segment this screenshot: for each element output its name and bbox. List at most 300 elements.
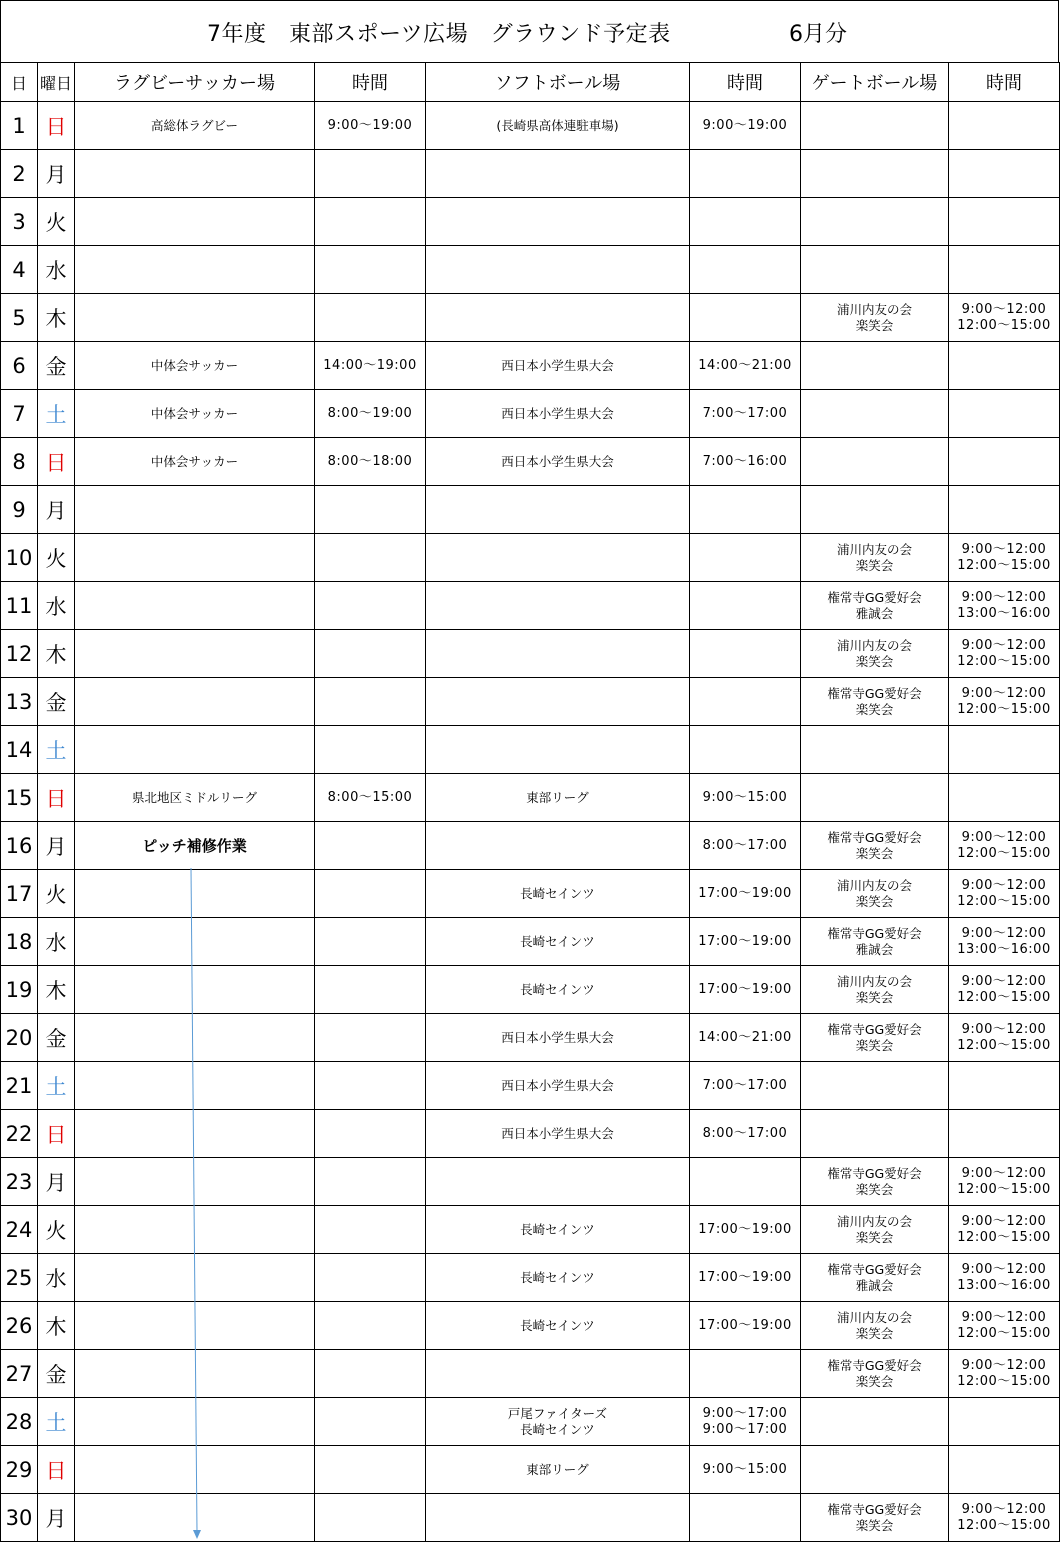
gateball-time-line: 9:00～12:00	[961, 1213, 1047, 1229]
gateball-time-line: 12:00～15:00	[957, 317, 1051, 333]
gateball-event-line: 雅誠会	[855, 941, 894, 957]
gateball-time	[949, 1398, 1060, 1446]
rugby-time	[315, 1158, 426, 1206]
rugby-event	[75, 870, 315, 918]
softball-event	[426, 918, 690, 966]
gateball-event	[801, 1302, 949, 1350]
rugby-event	[75, 294, 315, 342]
softball-time-line: 14:00～21:00	[698, 357, 792, 373]
rugby-event	[75, 1254, 315, 1302]
gateball-time-line: 12:00～15:00	[957, 701, 1051, 717]
gateball-time	[949, 726, 1060, 774]
weekday: 月	[38, 150, 75, 198]
rugby-time	[315, 294, 426, 342]
softball-event	[426, 1062, 690, 1110]
gateball-time	[949, 918, 1060, 966]
table-row	[1, 102, 1060, 150]
rugby-event	[75, 1158, 315, 1206]
softball-time	[690, 1158, 801, 1206]
softball-event	[426, 390, 690, 438]
softball-time-line: 9:00～15:00	[702, 1461, 788, 1477]
rugby-time	[315, 582, 426, 630]
softball-event	[426, 1494, 690, 1542]
day-number: 17	[1, 870, 38, 918]
gateball-event	[801, 630, 949, 678]
gateball-event	[801, 534, 949, 582]
gateball-event	[801, 870, 949, 918]
table-row	[1, 1446, 1060, 1494]
day-number: 8	[1, 438, 38, 486]
softball-time	[690, 1494, 801, 1542]
rugby-time	[315, 1206, 426, 1254]
softball-event-line: 長崎セインツ	[520, 1269, 595, 1285]
gateball-event-line: 楽笑会	[855, 557, 894, 573]
gateball-time-line: 9:00～12:00	[961, 1357, 1047, 1373]
day-number: 10	[1, 534, 38, 582]
gateball-event-line: 権常寺GG愛好会	[827, 1357, 922, 1373]
rugby-event	[75, 678, 315, 726]
softball-event	[426, 342, 690, 390]
weekday: 火	[38, 534, 75, 582]
rugby-time: 14:00～19:00	[315, 342, 426, 390]
gateball-event	[801, 198, 949, 246]
softball-event	[426, 1302, 690, 1350]
softball-event	[426, 198, 690, 246]
gateball-time-line: 9:00～12:00	[961, 925, 1047, 941]
rugby-time	[315, 918, 426, 966]
rugby-event: 中体会サッカー	[75, 342, 315, 390]
weekday: 水	[38, 1254, 75, 1302]
rugby-time	[315, 966, 426, 1014]
gateball-time-line: 9:00～12:00	[961, 1501, 1047, 1517]
gateball-time	[949, 294, 1060, 342]
gateball-time	[949, 534, 1060, 582]
gateball-event-line: 権常寺GG愛好会	[827, 829, 922, 845]
softball-event	[426, 1254, 690, 1302]
gateball-time-line: 12:00～15:00	[957, 1181, 1051, 1197]
day-number: 19	[1, 966, 38, 1014]
gateball-event	[801, 726, 949, 774]
rugby-event: 県北地区ミドルリーグ	[75, 774, 315, 822]
table-row	[1, 966, 1060, 1014]
rugby-time	[315, 1446, 426, 1494]
gateball-time-line: 9:00～12:00	[961, 973, 1047, 989]
softball-time	[690, 390, 801, 438]
day-number: 9	[1, 486, 38, 534]
softball-event	[426, 582, 690, 630]
rugby-time	[315, 1062, 426, 1110]
gateball-event-line: 楽笑会	[855, 1181, 894, 1197]
softball-time-line: 9:00～17:00	[702, 1405, 788, 1421]
table-row	[1, 438, 1060, 486]
gateball-event-line: 楽笑会	[855, 845, 894, 861]
table-row	[1, 1350, 1060, 1398]
gateball-time-line: 12:00～15:00	[957, 845, 1051, 861]
gateball-event-line: 雅誠会	[855, 1277, 894, 1293]
rugby-event	[75, 150, 315, 198]
gateball-time	[949, 1350, 1060, 1398]
weekday: 月	[38, 486, 75, 534]
softball-time	[690, 198, 801, 246]
gateball-event-line: 権常寺GG愛好会	[827, 1261, 922, 1277]
gateball-event	[801, 1062, 949, 1110]
softball-time	[690, 918, 801, 966]
softball-time-line: 9:00～17:00	[702, 1421, 788, 1437]
softball-event-line: 長崎セインツ	[520, 1317, 595, 1333]
header-gateball-time: 時間	[949, 63, 1060, 102]
gateball-time	[949, 390, 1060, 438]
gateball-time-line: 12:00～15:00	[957, 557, 1051, 573]
softball-time	[690, 1398, 801, 1446]
gateball-time-line: 12:00～15:00	[957, 1037, 1051, 1053]
gateball-event-line: 楽笑会	[855, 989, 894, 1005]
rugby-time	[315, 630, 426, 678]
day-number: 13	[1, 678, 38, 726]
gateball-event-line: 楽笑会	[855, 1229, 894, 1245]
day-number: 6	[1, 342, 38, 390]
day-number: 25	[1, 1254, 38, 1302]
table-row	[1, 1398, 1060, 1446]
softball-event	[426, 966, 690, 1014]
day-number: 26	[1, 1302, 38, 1350]
day-number: 30	[1, 1494, 38, 1542]
weekday: 金	[38, 678, 75, 726]
month-label: 6月分	[789, 22, 847, 47]
day-number: 11	[1, 582, 38, 630]
softball-time	[690, 1206, 801, 1254]
day-number: 4	[1, 246, 38, 294]
rugby-event	[75, 246, 315, 294]
softball-time	[690, 1350, 801, 1398]
softball-event-line: 西日本小学生県大会	[501, 357, 614, 373]
weekday: 日	[38, 1446, 75, 1494]
softball-event-line: 戸尾ファイターズ	[507, 1405, 608, 1421]
day-number: 3	[1, 198, 38, 246]
softball-time	[690, 582, 801, 630]
gateball-time	[949, 198, 1060, 246]
weekday: 土	[38, 726, 75, 774]
weekday: 土	[38, 1062, 75, 1110]
weekday: 火	[38, 198, 75, 246]
softball-time	[690, 774, 801, 822]
weekday: 日	[38, 774, 75, 822]
rugby-time	[315, 534, 426, 582]
day-number: 23	[1, 1158, 38, 1206]
rugby-time	[315, 870, 426, 918]
weekday: 金	[38, 342, 75, 390]
gateball-event-line: 権常寺GG愛好会	[827, 685, 922, 701]
table-row	[1, 1158, 1060, 1206]
gateball-event-line: 浦川内友の会	[836, 1309, 912, 1325]
gateball-time	[949, 438, 1060, 486]
softball-time	[690, 630, 801, 678]
table-row	[1, 1110, 1060, 1158]
gateball-time	[949, 774, 1060, 822]
gateball-time	[949, 582, 1060, 630]
weekday: 土	[38, 1398, 75, 1446]
rugby-event: ピッチ補修作業	[75, 822, 315, 870]
gateball-event	[801, 150, 949, 198]
gateball-event	[801, 774, 949, 822]
softball-time	[690, 822, 801, 870]
gateball-time-line: 12:00～15:00	[957, 893, 1051, 909]
softball-time-line: 17:00～19:00	[698, 981, 792, 997]
day-number: 20	[1, 1014, 38, 1062]
softball-event	[426, 726, 690, 774]
gateball-time	[949, 870, 1060, 918]
table-row	[1, 582, 1060, 630]
table-row	[1, 726, 1060, 774]
gateball-time-line: 9:00～12:00	[961, 637, 1047, 653]
gateball-time	[949, 678, 1060, 726]
weekday: 月	[38, 1494, 75, 1542]
softball-event	[426, 1446, 690, 1494]
rugby-time	[315, 678, 426, 726]
header-softball-field: ソフトボール場	[426, 63, 690, 102]
day-number: 22	[1, 1110, 38, 1158]
rugby-event	[75, 534, 315, 582]
gateball-event-line: 楽笑会	[855, 1037, 894, 1053]
softball-time	[690, 1302, 801, 1350]
gateball-time	[949, 1206, 1060, 1254]
table-row	[1, 918, 1060, 966]
rugby-event	[75, 1302, 315, 1350]
softball-time-line: 17:00～19:00	[698, 933, 792, 949]
gateball-time-line: 9:00～12:00	[961, 829, 1047, 845]
softball-time	[690, 966, 801, 1014]
gateball-event	[801, 1398, 949, 1446]
rugby-time	[315, 246, 426, 294]
weekday: 水	[38, 582, 75, 630]
gateball-time	[949, 486, 1060, 534]
table-row	[1, 198, 1060, 246]
rugby-time	[315, 1302, 426, 1350]
gateball-event	[801, 678, 949, 726]
weekday: 火	[38, 870, 75, 918]
rugby-time: 8:00～18:00	[315, 438, 426, 486]
softball-time	[690, 1110, 801, 1158]
table-row	[1, 1062, 1060, 1110]
gateball-time-line: 12:00～15:00	[957, 1325, 1051, 1341]
day-number: 27	[1, 1350, 38, 1398]
softball-time	[690, 102, 801, 150]
table-row	[1, 390, 1060, 438]
weekday: 水	[38, 918, 75, 966]
weekday: 木	[38, 966, 75, 1014]
softball-event	[426, 678, 690, 726]
gateball-event	[801, 390, 949, 438]
gateball-time	[949, 822, 1060, 870]
header-day: 日	[1, 63, 38, 102]
rugby-event	[75, 918, 315, 966]
softball-event	[426, 102, 690, 150]
day-number: 15	[1, 774, 38, 822]
table-row	[1, 1254, 1060, 1302]
gateball-event-line: 権常寺GG愛好会	[827, 925, 922, 941]
gateball-event-line: 権常寺GG愛好会	[827, 589, 922, 605]
table-row	[1, 870, 1060, 918]
day-number: 1	[1, 102, 38, 150]
softball-event	[426, 1398, 690, 1446]
softball-event	[426, 870, 690, 918]
softball-event-line: 西日本小学生県大会	[501, 1029, 614, 1045]
header-row	[1, 63, 1060, 102]
gateball-time	[949, 1254, 1060, 1302]
day-number: 29	[1, 1446, 38, 1494]
day-number: 14	[1, 726, 38, 774]
day-number: 5	[1, 294, 38, 342]
rugby-event	[75, 1062, 315, 1110]
gateball-event	[801, 1494, 949, 1542]
gateball-event	[801, 1350, 949, 1398]
gateball-time	[949, 630, 1060, 678]
weekday: 火	[38, 1206, 75, 1254]
softball-event	[426, 822, 690, 870]
weekday: 日	[38, 1110, 75, 1158]
day-number: 21	[1, 1062, 38, 1110]
gateball-event	[801, 1014, 949, 1062]
weekday: 日	[38, 102, 75, 150]
softball-event	[426, 150, 690, 198]
gateball-event-line: 楽笑会	[855, 701, 894, 717]
day-number: 16	[1, 822, 38, 870]
softball-event-line: (長崎県高体連駐車場)	[496, 117, 619, 133]
day-number: 2	[1, 150, 38, 198]
gateball-time	[949, 1062, 1060, 1110]
header-weekday: 曜日	[38, 63, 75, 102]
gateball-event	[801, 966, 949, 1014]
rugby-event: 中体会サッカー	[75, 438, 315, 486]
gateball-event	[801, 822, 949, 870]
softball-event-line: 長崎セインツ	[520, 1221, 595, 1237]
gateball-time-line: 13:00～16:00	[957, 605, 1051, 621]
table-row	[1, 1302, 1060, 1350]
gateball-time	[949, 246, 1060, 294]
softball-time	[690, 1254, 801, 1302]
softball-time-line: 17:00～19:00	[698, 1317, 792, 1333]
gateball-time-line: 12:00～15:00	[957, 989, 1051, 1005]
softball-time-line: 14:00～21:00	[698, 1029, 792, 1045]
gateball-event-line: 浦川内友の会	[836, 541, 912, 557]
table-row	[1, 1014, 1060, 1062]
weekday: 土	[38, 390, 75, 438]
softball-event	[426, 1158, 690, 1206]
weekday: 水	[38, 246, 75, 294]
gateball-time	[949, 150, 1060, 198]
rugby-time	[315, 1350, 426, 1398]
softball-event-line: 東部リーグ	[526, 1461, 589, 1477]
softball-time-line: 7:00～17:00	[702, 405, 788, 421]
gateball-time-line: 9:00～12:00	[961, 589, 1047, 605]
softball-event	[426, 1110, 690, 1158]
gateball-event	[801, 486, 949, 534]
softball-time-line: 17:00～19:00	[698, 1221, 792, 1237]
softball-time	[690, 150, 801, 198]
softball-event-line: 長崎セインツ	[520, 1421, 595, 1437]
gateball-time	[949, 342, 1060, 390]
gateball-event-line: 楽笑会	[855, 893, 894, 909]
day-number: 18	[1, 918, 38, 966]
weekday: 金	[38, 1350, 75, 1398]
rugby-event	[75, 726, 315, 774]
header-gateball-field: ゲートボール場	[801, 63, 949, 102]
schedule-body	[1, 102, 1060, 1542]
header-softball-time: 時間	[690, 63, 801, 102]
softball-event-line: 長崎セインツ	[520, 981, 595, 997]
gateball-event-line: 浦川内友の会	[836, 301, 912, 317]
gateball-time-line: 9:00～12:00	[961, 1165, 1047, 1181]
gateball-time	[949, 966, 1060, 1014]
softball-time	[690, 870, 801, 918]
table-row	[1, 150, 1060, 198]
softball-time-line: 17:00～19:00	[698, 885, 792, 901]
rugby-event	[75, 1350, 315, 1398]
gateball-time-line: 9:00～12:00	[961, 541, 1047, 557]
rugby-event	[75, 1446, 315, 1494]
rugby-event	[75, 486, 315, 534]
softball-time-line: 8:00～17:00	[702, 1125, 788, 1141]
gateball-event-line: 浦川内友の会	[836, 877, 912, 893]
gateball-time	[949, 1158, 1060, 1206]
gateball-time-line: 9:00～12:00	[961, 1309, 1047, 1325]
gateball-event-line: 権常寺GG愛好会	[827, 1165, 922, 1181]
gateball-time-line: 9:00～12:00	[961, 301, 1047, 317]
weekday: 月	[38, 822, 75, 870]
softball-event	[426, 630, 690, 678]
softball-event	[426, 246, 690, 294]
table-row	[1, 294, 1060, 342]
rugby-event: 中体会サッカー	[75, 390, 315, 438]
softball-time	[690, 294, 801, 342]
gateball-time	[949, 102, 1060, 150]
gateball-event	[801, 1110, 949, 1158]
schedule-table	[0, 62, 1060, 1542]
page-title: 7年度 東部スポーツ広場 グラウンド予定表	[207, 22, 671, 47]
gateball-event	[801, 1446, 949, 1494]
softball-event-line: 西日本小学生県大会	[501, 405, 614, 421]
table-row	[1, 342, 1060, 390]
table-row	[1, 486, 1060, 534]
gateball-event-line: 楽笑会	[855, 1325, 894, 1341]
title-bar	[0, 0, 1059, 62]
rugby-event	[75, 1206, 315, 1254]
rugby-event: 高総体ラグビー	[75, 102, 315, 150]
table-row	[1, 1494, 1060, 1542]
gateball-event	[801, 294, 949, 342]
rugby-time	[315, 198, 426, 246]
gateball-event-line: 楽笑会	[855, 1373, 894, 1389]
gateball-time	[949, 1446, 1060, 1494]
table-row	[1, 1206, 1060, 1254]
weekday: 月	[38, 1158, 75, 1206]
rugby-time	[315, 486, 426, 534]
softball-event-line: 長崎セインツ	[520, 885, 595, 901]
gateball-time-line: 9:00～12:00	[961, 685, 1047, 701]
gateball-time-line: 12:00～15:00	[957, 1373, 1051, 1389]
softball-time	[690, 1062, 801, 1110]
gateball-event-line: 楽笑会	[855, 653, 894, 669]
table-row	[1, 774, 1060, 822]
header-rugby-time: 時間	[315, 63, 426, 102]
gateball-time-line: 9:00～12:00	[961, 1261, 1047, 1277]
gateball-event	[801, 1254, 949, 1302]
softball-time-line: 17:00～19:00	[698, 1269, 792, 1285]
table-row	[1, 246, 1060, 294]
weekday: 金	[38, 1014, 75, 1062]
rugby-time	[315, 726, 426, 774]
gateball-event	[801, 246, 949, 294]
gateball-time	[949, 1014, 1060, 1062]
